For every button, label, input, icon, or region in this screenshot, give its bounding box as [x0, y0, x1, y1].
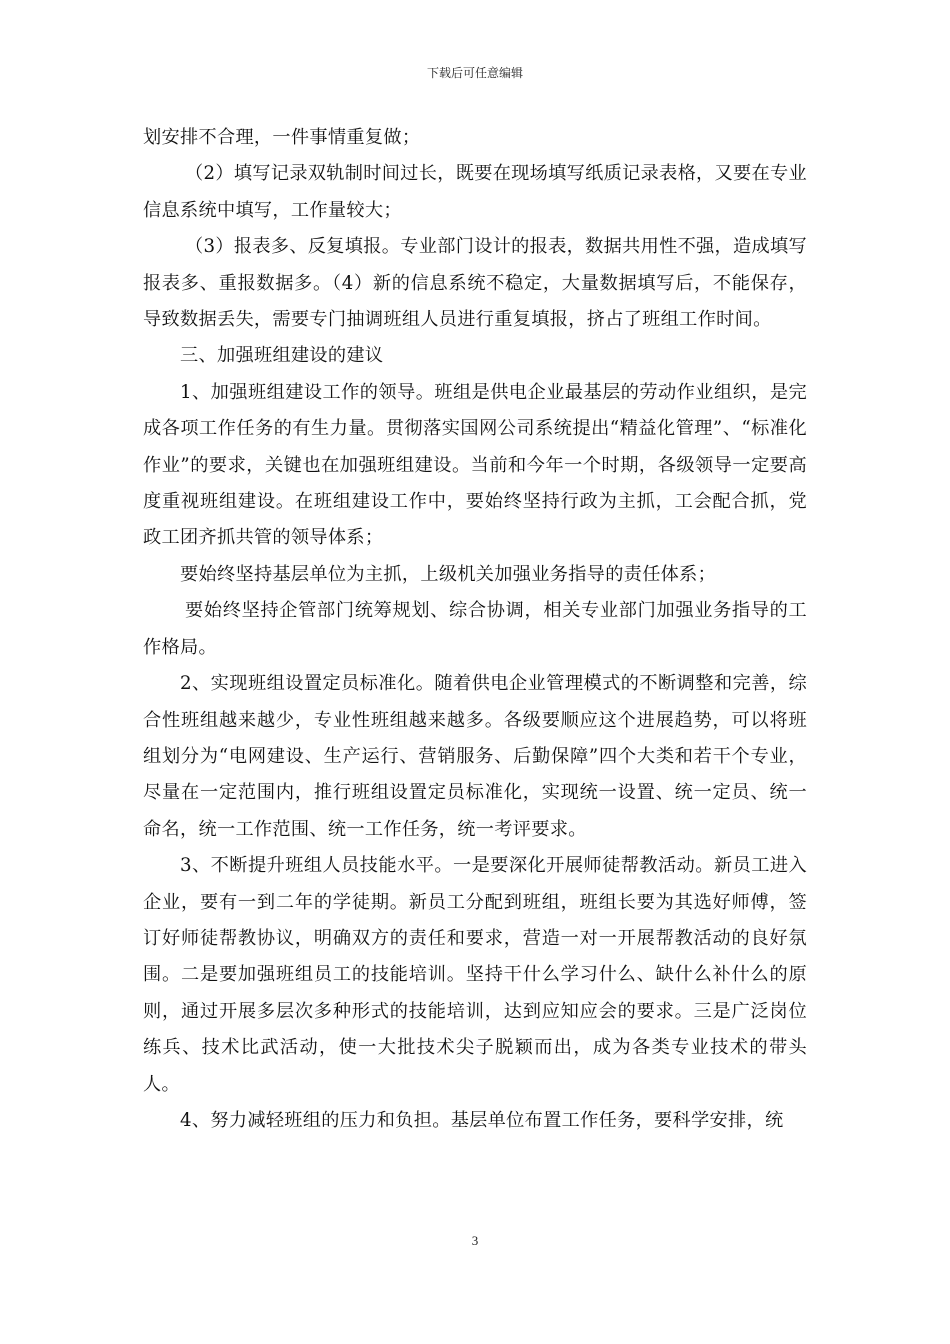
paragraph-responsibility: 要始终坚持基层单位为主抓，上级机关加强业务指导的责任体系； [180, 563, 717, 585]
paragraph-item-3-4: （3）报表多、反复填报。专业部门设计的报表，数据共用性不强，造成填写报表多、重报数据多。（4）新的信息系统不稳定，大量数据填写后，不能保存，导致数据丢失，需要专门抽调班组人员进行重复填报，挤占了班组工作时间。 [143, 236, 807, 331]
paragraph-suggestion-1: 1、加强班组建设工作的领导。班组是供电企业最基层的劳动作业组织，是完成各项工作任务的有生力量。贯彻落实国网公司系统提出“精益化管理”、“标准化作业”的要求，关键也在加强班组建设。当前和今年一个时期，各级领导一定要高度重视班组建设。在班组建设工作中，要始终坚持行政为主抓，工会配合抓，党政工团齐抓共管的领导体系； [143, 381, 807, 549]
section-heading: 三、加强班组建设的建议 [180, 345, 384, 367]
paragraph-work-pattern: 要始终坚持企管部门统筹规划、综合协调，相关专业部门加强业务指导的工作格局。 [143, 600, 807, 658]
paragraph-suggestion-4: 4、努力减轻班组的压力和负担。基层单位布置工作任务，要科学安排，统 [180, 1109, 784, 1131]
paragraph-continuation: 划安排不合理，一件事情重复做； [143, 127, 421, 148]
paragraph-suggestion-3: 3、不断提升班组人员技能水平。一是要深化开展师徒帮教活动。新员工进入企业，要有一到二年的学徒期。新员工分配到班组，班组长要为其选好师傅，签订好师徒帮教协议，明确双方的责任和要求，营造一对一开展帮教活动的良好氛围。二是要加强班组员工的技能培训。坚持干什么学习什么、缺什么补什么的原则，通过开展多层次多种形式的技能培训，达到应知应会的要求。三是广泛岗位练兵、技术比武活动，使一大批技术尖子脱颖而出，成为各类专业技术的带头人。 [143, 855, 807, 1095]
paragraph-suggestion-2: 2、实现班组设置定员标准化。随着供电企业管理模式的不断调整和完善，综合性班组越来越少，专业性班组越来越多。各级要顺应这个进展趋势，可以将班组划分为“电网建设、生产运行、营销服务、后勤保障”四个大类和若干个专业，尽量在一定范围内，推行班组设置定员标准化，实现统一设置、统一定员、统一命名，统一工作范围、统一工作任务，统一考评要求。 [143, 673, 807, 840]
document-body [143, 120, 807, 1139]
paragraph-item-2: （2）填写记录双轨制时间过长，既要在现场填写纸质记录表格，又要在专业信息系统中填写，工作量较大； [143, 163, 807, 221]
page-header: 下载后可任意编辑 [426, 66, 523, 80]
page-number: 3 [471, 1233, 479, 1248]
